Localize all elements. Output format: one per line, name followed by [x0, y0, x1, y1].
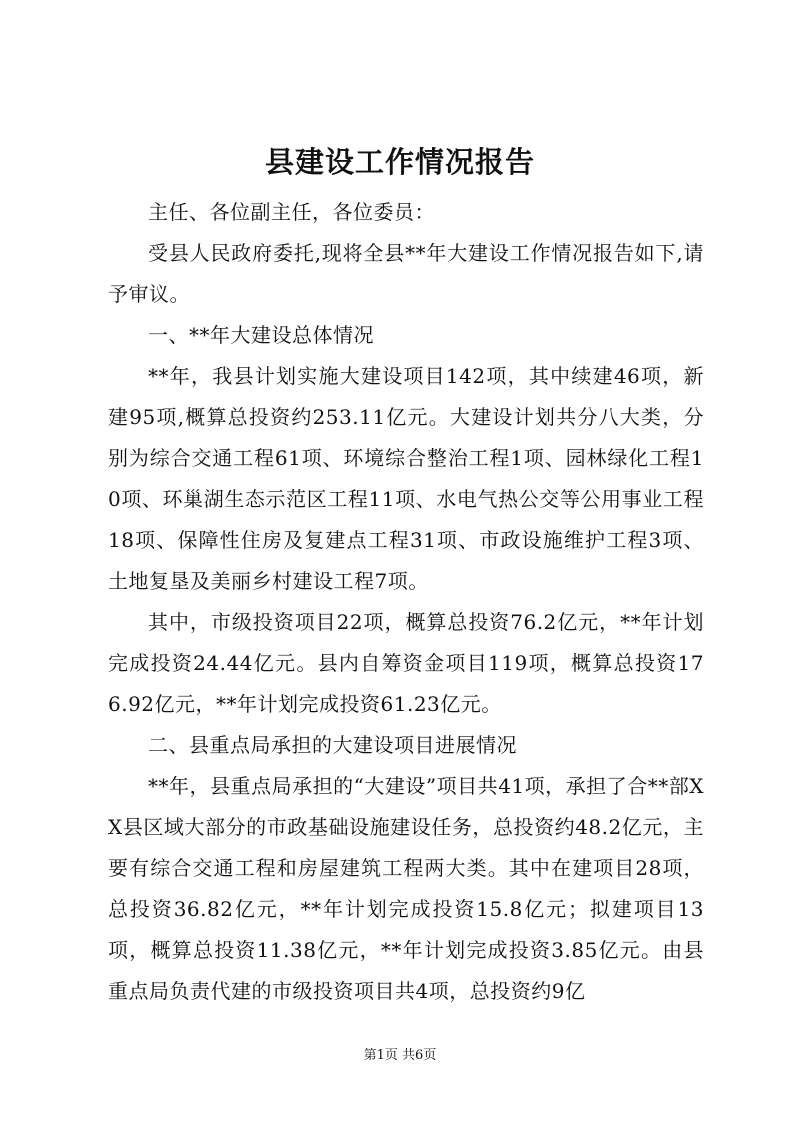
investment-paragraph: 其中，市级投资项目22项，概算总投资76.2亿元，**年计划完成投资24.44亿元。县内自筹资金项目119项，概算总投资176.92亿元，**年计划完成投资61.23亿元。	[108, 610, 704, 716]
section-heading-1: 一、**年大建设总体情况	[148, 323, 374, 347]
intro-paragraph: 受县人民政府委托,现将全县**年大建设工作情况报告如下,请予审议。	[108, 241, 704, 306]
document-body	[108, 192, 704, 1012]
document-title: 县建设工作情况报告	[264, 145, 535, 179]
overview-paragraph: **年，我县计划实施大建设项目142项，其中续建46项，新建95项,概算总投资约253.11亿元。大建设计划共分八大类，分别为综合交通工程61项、环境综合整治工程1项、园林绿化工程10项、环巢湖生态示范区工程11项、水电气热公交等公用事业工程18项、保障性住房及复建点工程31项、市政设施维护工程3项、土地复垦及美丽乡村建设工程7项。	[108, 364, 704, 593]
section-heading-2: 二、县重点局承担的大建设项目进展情况	[148, 733, 517, 757]
progress-paragraph: **年，县重点局承担的“大建设”项目共41项，承担了合**部XX县区域大部分的市政基础设施建设任务，总投资约48.2亿元，主要有综合交通工程和房屋建筑工程两大类。其中在建项目28项，总投资36.82亿元，**年计划完成投资15.8亿元；拟建项目13项，概算总投资11.38亿元，**年计划完成投资3.85亿元。由县重点局负责代建的市级投资项目共4项，总投资约9亿	[108, 774, 704, 1003]
page-number-footer: 第1页 共6页	[363, 1048, 437, 1063]
salutation-paragraph: 主任、各位副主任，各位委员：	[148, 200, 435, 224]
